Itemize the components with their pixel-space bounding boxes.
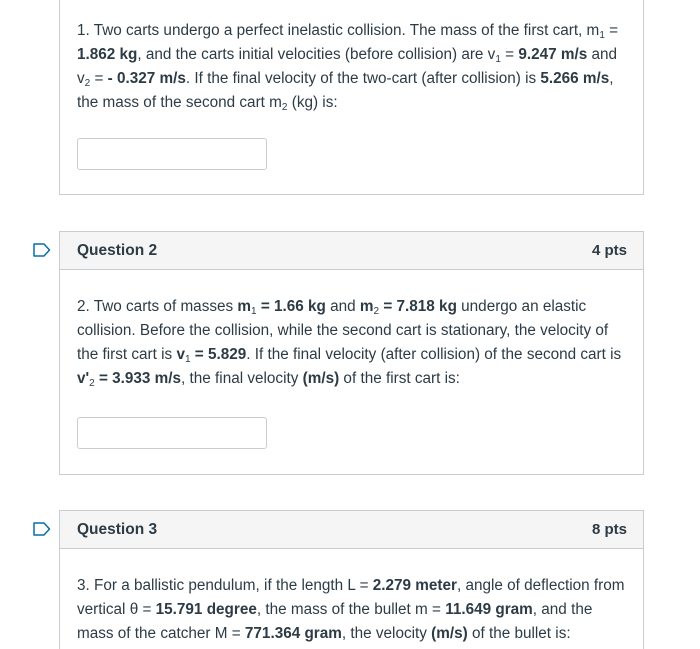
question-2-header [60, 232, 643, 270]
question-3-points: 8 pts [591, 521, 627, 538]
question-2-card [59, 231, 644, 475]
question-3-header [60, 511, 643, 549]
question-3-text: 3. For a ballistic pendulum, if the length L = 2.279 meter, angle of deflection from vertical θ = 15.791 degree, the mass of the bullet m = 11.649 gram, and the mass of the catcher M = 771.364 gram, the velocity (m/s) of the bullet is: [77, 577, 625, 642]
question-2-points: 4 pts [591, 242, 627, 259]
question-2-answer-input[interactable] [77, 417, 267, 449]
question-3-card [59, 510, 644, 649]
question-1-text: 1. Two carts undergo a perfect inelastic collision. The mass of the first cart, $m_1 = 1.862$ kg, and the carts initial velocities (before collision) are $v_1 = 9.247$ m/s and $v_2$ = - 0.327 m/s. If the final velocity of the two-cart (after collision) is 5.266 m/s, the mass of the second cart $m_2$ (kg) is: [77, 22, 619, 113]
flag-question-3-icon[interactable] [33, 522, 51, 536]
question-2-text: 2. Two carts of masses $m_1 = 1.66$ kg and $m_2 = 7.818$ kg undergo an elastic collision. Before the collision, while the second cart is stationary, the velocity of the first cart is $v_1 = 5.829$. If the final velocity (after collision) of the second cart is $v'_2 = 3.933$ m/s, the final velocity (m/s) of the first cart is: [77, 298, 622, 389]
question-3-title: Question 3 [77, 520, 158, 538]
question-1-card [59, 0, 644, 195]
question-2-title: Question 2 [77, 241, 158, 259]
question-1-answer-input[interactable] [77, 138, 267, 170]
flag-question-2-icon[interactable] [33, 243, 51, 257]
